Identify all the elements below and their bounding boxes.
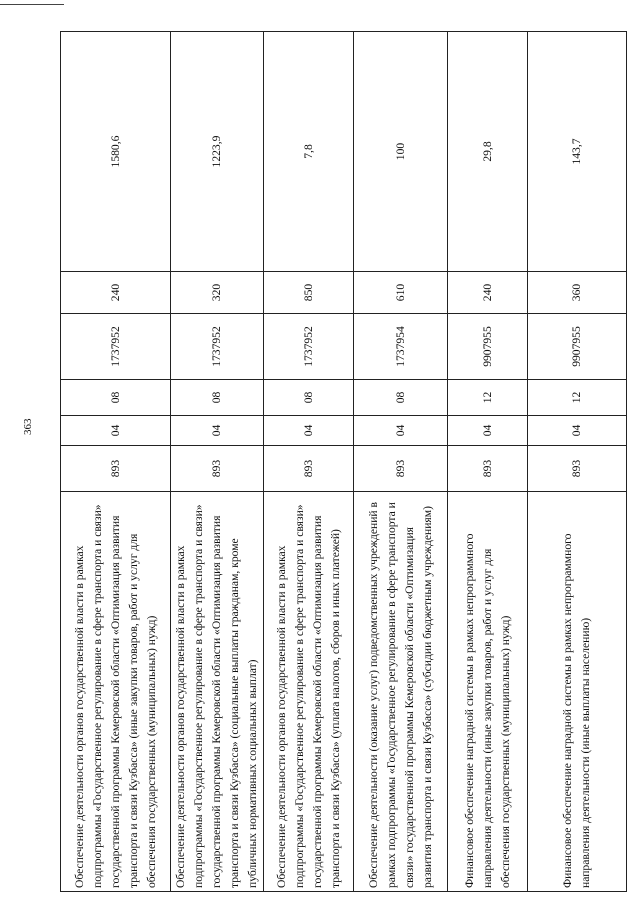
table-row: [354, 32, 448, 892]
cell-section-code: 04: [264, 416, 354, 446]
cell-expense-type: 240: [61, 272, 171, 314]
page-number: 363: [22, 418, 34, 435]
table-row: [171, 32, 264, 892]
cell-amount: 1223,9: [171, 32, 264, 272]
cell-description: Обеспечение деятельности (оказание услуг) подведомственных учреждений в рамках подпрограммы «Государственное регулирование в сфере транспорта и связи» государственной программы Кемеровской области «Оптимизация развития транспорта и связи Кузбасса» (субсидии бюджетным учреждениям): [354, 492, 448, 892]
cell-amount: 143,7: [528, 32, 627, 272]
cell-amount: 29,8: [448, 32, 528, 272]
cell-description: Финансовое обеспечение наградной системы в рамках непрограммного направления деятельности (иные выплаты населению): [528, 492, 627, 892]
cell-description: Обеспечение деятельности органов государственной власти в рамках подпрограммы «Государственное регулирование в сфере транспорта и связи» государственной программы Кемеровской области «Оптимизация развития транспорта и связи Кузбасса» (иные закупки товаров, работ и услуг для обеспечения государственных (муниципальных) нужд): [61, 492, 171, 892]
cell-section-code: 04: [448, 416, 528, 446]
cell-ministry-code: 893: [61, 446, 171, 492]
cell-target-article: 9907955: [448, 314, 528, 380]
table-row: [61, 32, 171, 892]
cell-ministry-code: 893: [354, 446, 448, 492]
cell-expense-type: 850: [264, 272, 354, 314]
cell-ministry-code: 893: [264, 446, 354, 492]
cell-subsection-code: 08: [354, 380, 448, 416]
cell-target-article: 1737952: [171, 314, 264, 380]
cell-section-code: 04: [354, 416, 448, 446]
cell-target-article: 1737952: [264, 314, 354, 380]
cell-expense-type: 320: [171, 272, 264, 314]
cell-subsection-code: 12: [448, 380, 528, 416]
cell-subsection-code: 08: [264, 380, 354, 416]
cell-ministry-code: 893: [448, 446, 528, 492]
cell-target-article: 1737952: [61, 314, 171, 380]
cell-subsection-code: 08: [171, 380, 264, 416]
cell-amount: 7,8: [264, 32, 354, 272]
table-body: [61, 32, 627, 892]
cell-expense-type: 610: [354, 272, 448, 314]
cell-subsection-code: 12: [528, 380, 627, 416]
cell-expense-type: 360: [528, 272, 627, 314]
rotated-table-wrapper: [60, 32, 625, 892]
cell-expense-type: 240: [448, 272, 528, 314]
cell-description: Обеспечение деятельности органов государственной власти в рамках подпрограммы «Государственное регулирование в сфере транспорта и связи» государственной программы Кемеровской области «Оптимизация развития транспорта и связи Кузбасса» (уплата налогов, сборов и иных платежей): [264, 492, 354, 892]
cell-ministry-code: 893: [171, 446, 264, 492]
table-row: [528, 32, 627, 892]
cell-target-article: 1737954: [354, 314, 448, 380]
table-row: [264, 32, 354, 892]
cell-amount: 1580,6: [61, 32, 171, 272]
cell-section-code: 04: [528, 416, 627, 446]
top-rule: [0, 4, 64, 5]
cell-subsection-code: 08: [61, 380, 171, 416]
table-row: [448, 32, 528, 892]
cell-ministry-code: 893: [528, 446, 627, 492]
budget-table: [60, 31, 627, 892]
cell-amount: 100: [354, 32, 448, 272]
cell-description: Финансовое обеспечение наградной системы в рамках непрограммного направления деятельности (иные закупки товаров, работ и услуг для обеспечения государственных (муниципальных) нужд): [448, 492, 528, 892]
cell-description: Обеспечение деятельности органов государственной власти в рамках подпрограммы «Государственное регулирование в сфере транспорта и связи» государственной программы Кемеровской области «Оптимизация развития транспорта и связи Кузбасса» (социальные выплаты гражданам, кроме публичных нормативных социальных выплат): [171, 492, 264, 892]
cell-section-code: 04: [61, 416, 171, 446]
cell-target-article: 9907955: [528, 314, 627, 380]
cell-section-code: 04: [171, 416, 264, 446]
